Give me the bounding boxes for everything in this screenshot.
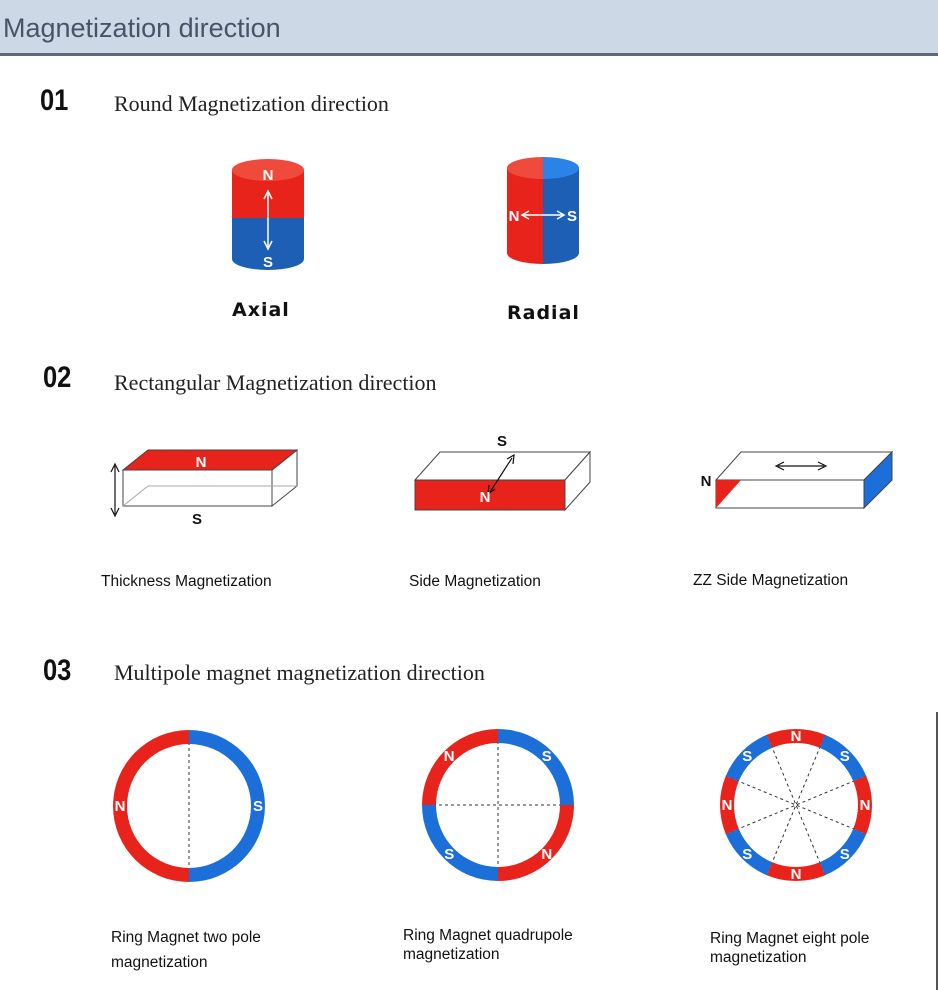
side-block-diagram — [412, 432, 612, 518]
section-title-round: Round Magnetization direction — [114, 91, 389, 116]
axial-pole-bottom: S — [262, 254, 274, 271]
ring-segment-south — [498, 729, 574, 805]
ring-pole-label: S — [444, 845, 455, 863]
ring-pole-label: S — [541, 748, 552, 766]
caption-line: magnetization — [710, 949, 807, 966]
ring-pole-label: N — [859, 797, 871, 814]
caption-axial: Axial — [232, 299, 290, 321]
ring-quadrupole-diagram — [420, 727, 576, 883]
ring-segment-north — [498, 805, 574, 881]
ring-pole-label: S — [839, 748, 850, 766]
caption-side: Side Magnetization — [409, 573, 541, 590]
caption-radial: Radial — [507, 302, 580, 324]
caption-line: magnetization — [111, 954, 208, 971]
caption-ring-two-pole — [111, 925, 351, 975]
ring-pole-label: S — [742, 845, 753, 863]
caption-line: magnetization — [403, 946, 500, 963]
section-number-03: 03 — [43, 654, 72, 687]
divider-line — [767, 735, 825, 875]
thickness-pole-top: N — [195, 454, 207, 471]
ring-pole-label: S — [252, 798, 264, 815]
section-number-02: 02 — [43, 361, 72, 394]
caption-ring-quadrupole — [403, 926, 643, 964]
ring-two-pole-diagram — [111, 728, 267, 884]
caption-ring-eight-pole — [710, 929, 938, 967]
caption-line: Ring Magnet eight pole — [710, 930, 870, 947]
ring-pole-label: N — [721, 797, 733, 814]
ring-segment-south — [422, 805, 498, 881]
caption-zz-side: ZZ Side Magnetization — [693, 572, 849, 589]
axial-pole-top: N — [262, 167, 274, 184]
ring-pole-label: N — [790, 728, 802, 745]
caption-line: Ring Magnet quadrupole — [403, 927, 573, 944]
thickness-pole-bottom: S — [191, 511, 203, 528]
page-title: Magnetization direction — [3, 13, 281, 43]
caption-line: Ring Magnet two pole — [111, 929, 261, 946]
section-header — [0, 0, 938, 56]
ring-pole-label: S — [839, 845, 850, 863]
ring-pole-label: S — [742, 748, 753, 766]
zz-side-block-diagram — [696, 450, 896, 512]
zz-pole-left: N — [700, 473, 712, 490]
divider-line — [726, 776, 866, 834]
ring-pole-label: N — [114, 798, 126, 815]
section-number-01: 01 — [40, 84, 69, 117]
radial-cylinder-diagram — [505, 155, 581, 267]
side-pole-top: S — [496, 433, 508, 450]
caption-thickness: Thickness Magnetization — [101, 573, 272, 590]
divider-line — [726, 776, 866, 834]
section-title-rectangular: Rectangular Magnetization direction — [114, 370, 437, 395]
ring-pole-label: N — [790, 866, 802, 883]
ring-eight-pole-diagram — [718, 727, 874, 883]
section-title-multipole: Multipole magnet magnetization direction — [114, 660, 485, 685]
axial-cylinder-diagram — [230, 155, 306, 273]
side-pole-bottom: N — [479, 489, 491, 506]
ring-pole-label: N — [443, 748, 455, 766]
ring-segment-north — [422, 729, 498, 805]
radial-pole-right: S — [566, 208, 578, 225]
radial-pole-left: N — [508, 208, 520, 225]
divider-line — [767, 735, 825, 875]
ring-pole-label: N — [541, 845, 553, 863]
thickness-block-diagram — [105, 448, 305, 528]
